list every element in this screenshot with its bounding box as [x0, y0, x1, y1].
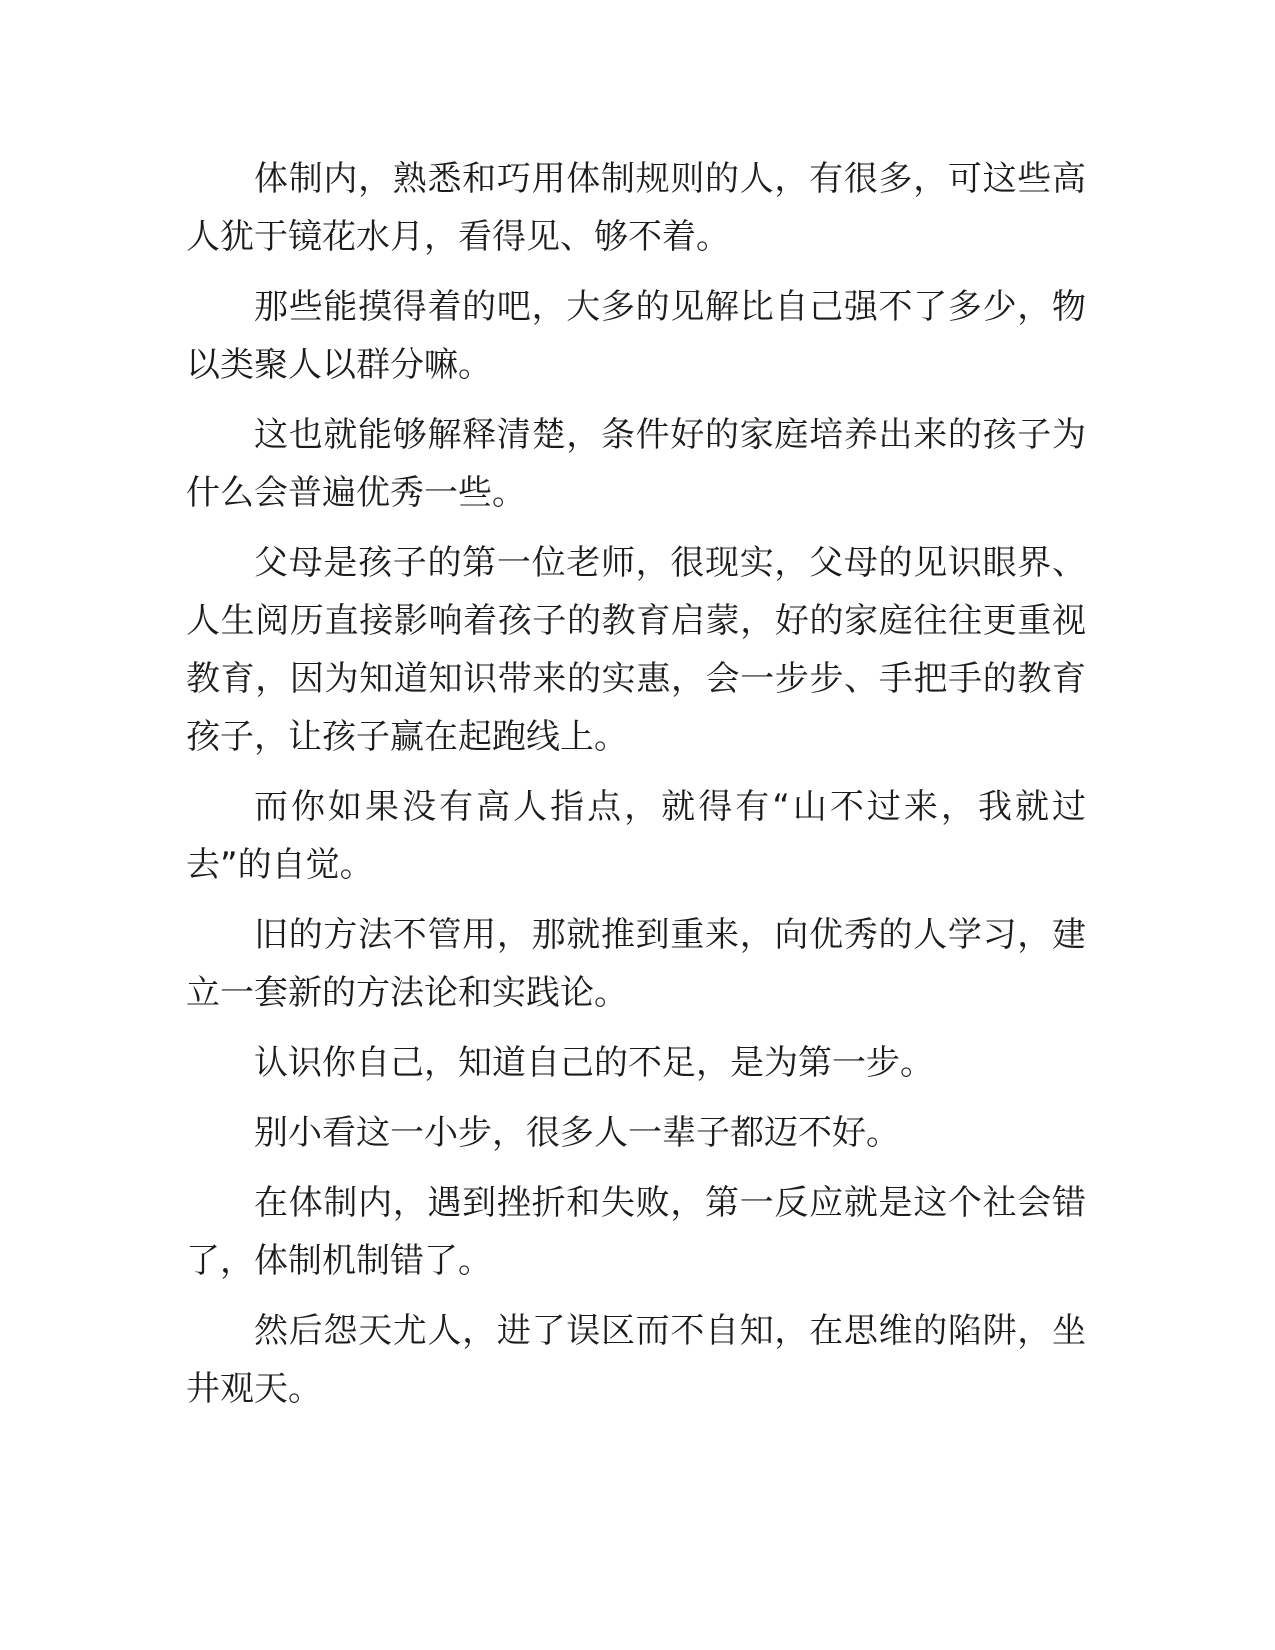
paragraph-4: 父母是孩子的第一位老师，很现实，父母的见识眼界、人生阅历直接影响着孩子的教育启蒙，好的家庭往往更重视教育，因为知道知识带来的实惠，会一步步、手把手的教育孩子，让孩子赢在起跑线上。 [186, 543, 1086, 757]
paragraph-1: 体制内，熟悉和巧用体制规则的人，有很多，可这些高人犹于镜花水月，看得见、够不着。 [186, 159, 1086, 257]
paragraph-3: 这也就能够解释清楚，条件好的家庭培养出来的孩子为什么会普遍优秀一些。 [186, 415, 1086, 513]
paragraph-10: 然后怨天尤人，进了误区而不自知，在思维的陷阱，坐井观天。 [186, 1311, 1086, 1409]
document-body [186, 150, 1086, 1430]
paragraph-9: 在体制内，遇到挫折和失败，第一反应就是这个社会错了，体制机制错了。 [186, 1183, 1086, 1281]
paragraph-7: 认识你自己，知道自己的不足，是为第一步。 [254, 1043, 934, 1083]
paragraph-5: 而你如果没有高人指点，就得有“山不过来，我就过去”的自觉。 [186, 787, 1086, 885]
paragraph-2: 那些能摸得着的吧，大多的见解比自己强不了多少，物以类聚人以群分嘛。 [186, 287, 1086, 385]
paragraph-6: 旧的方法不管用，那就推到重来，向优秀的人学习，建立一套新的方法论和实践论。 [186, 915, 1086, 1013]
paragraph-8: 别小看这一小步，很多人一辈子都迈不好。 [254, 1113, 900, 1153]
